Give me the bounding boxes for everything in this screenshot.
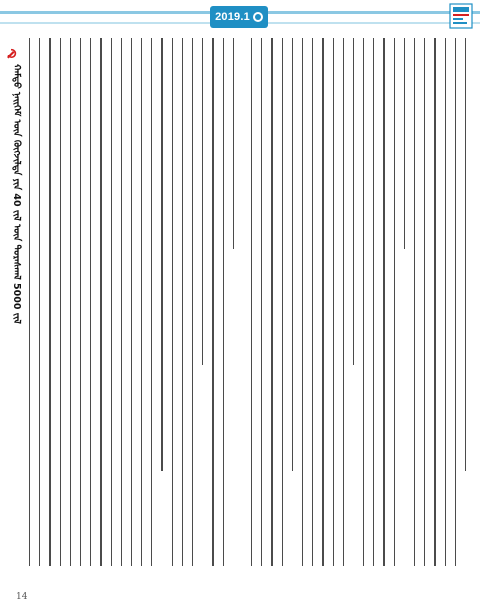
text-line [350,38,358,365]
text-line [442,38,450,566]
text-line [279,38,287,566]
text-line [391,38,399,566]
text-line [360,38,368,566]
text-line [67,38,75,566]
text-line [97,38,105,566]
text-line [128,38,136,566]
text-line [108,38,116,566]
text-line [411,38,419,566]
year-tag [210,6,268,28]
text-column-block-right [248,38,470,566]
text-line [77,38,85,566]
text-line [248,38,256,566]
text-line [118,38,126,566]
text-line [452,38,460,566]
text-line [230,38,238,249]
text-line [370,38,378,566]
text-line [36,38,44,566]
text-line [189,38,197,566]
text-line [158,38,166,471]
text-line [401,38,409,249]
text-line [87,38,95,566]
text-line [309,38,317,566]
page-number: 14 [16,592,28,602]
text-line [220,38,228,566]
text-line [26,38,34,566]
text-line [209,38,217,566]
text-line [289,38,297,471]
party-emblem-icon [5,47,18,60]
text-line [340,38,348,566]
text-line [138,38,146,566]
side-title [8,64,20,534]
text-line [330,38,338,566]
text-line [462,38,470,471]
text-column-block-left [26,38,238,566]
text-line [169,38,177,566]
year-circle-icon [253,12,263,22]
text-line [431,38,439,566]
text-line [179,38,187,566]
text-line [268,38,276,566]
text-line [57,38,65,566]
text-line [46,38,54,566]
text-line [258,38,266,566]
text-line [421,38,429,566]
header-band [0,0,480,34]
text-line [148,38,156,566]
year-label: 2019.1 [215,11,250,23]
text-line [299,38,307,566]
text-line [199,38,207,365]
text-line [319,38,327,566]
magazine-logo-icon [448,2,474,30]
text-line [380,38,388,566]
side-title-text: ᠬᠠᠮᠲᠤ ᠨᠡᠢᠭᠡᠮ ᠦᠨ ᠬᠥᠭᠵᠢᠯᠲᠡ ᠶᠢᠨ 40 ᠵᠢᠯ ᠦᠨ ᠳᠤᠷᠠᠰᠬᠠᠯ 5000 ᠵᠢᠯ [11,64,22,324]
